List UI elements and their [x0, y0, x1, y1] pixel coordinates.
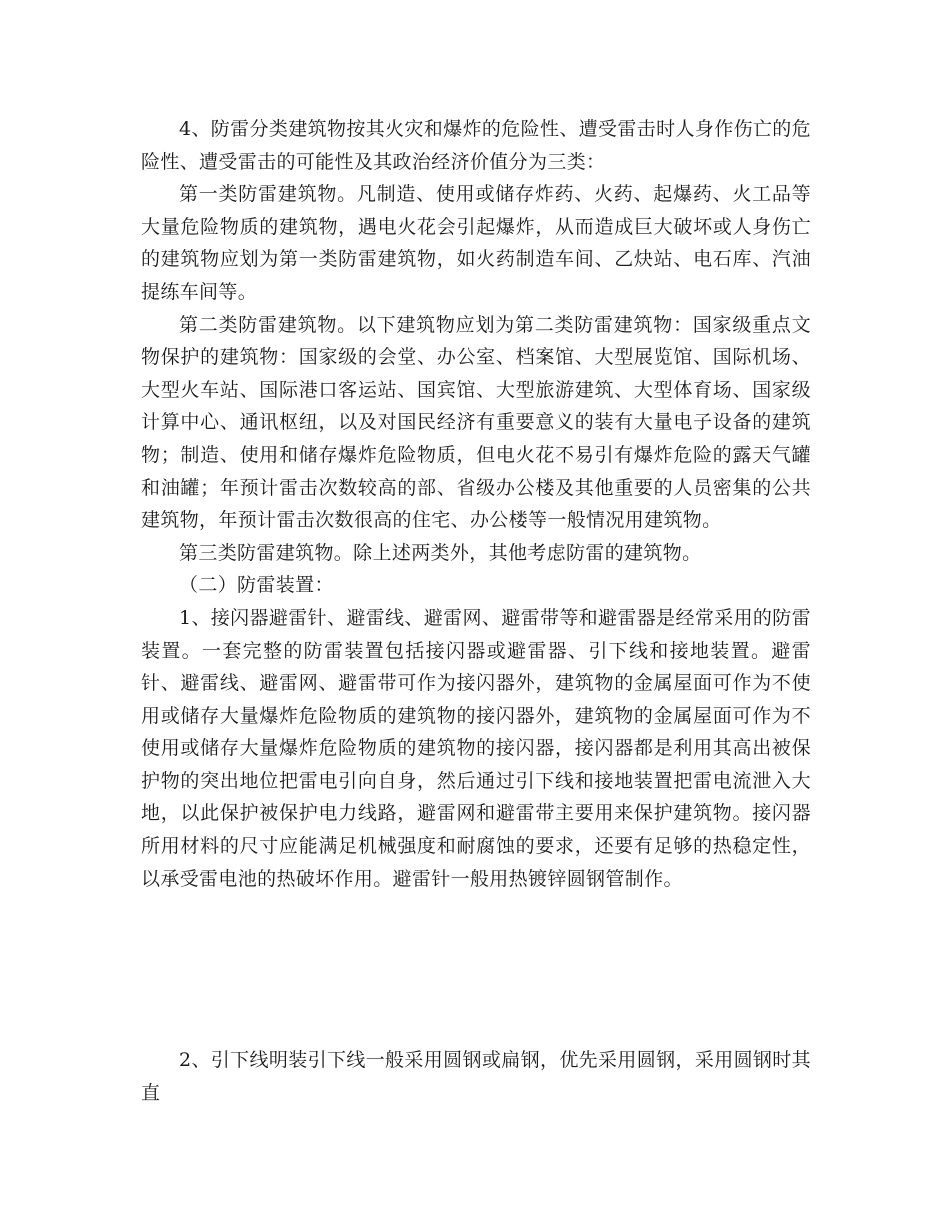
- paragraph-classification-intro: 4、防雷分类建筑物按其火灾和爆炸的危险性、遭受雷击时人身作伤亡的危险性、遭受雷击的可能性及其政治经济价值分为三类：: [141, 118, 811, 173]
- paragraph-down-conductor: 2、引下线明装引下线一般采用圆钢或扁钢，优先采用圆钢，采用圆钢时其直: [141, 1049, 811, 1104]
- paragraph-class-three: 第三类防雷建筑物。除上述两类外，其他考虑防雷的建筑物。: [179, 541, 702, 564]
- paragraph-air-terminal: 1、接闪器避雷针、避雷线、避雷网、避雷带等和避雷器是经常采用的防雷装置。一套完整的防雷装置包括接闪器或避雷器、引下线和接地装置。避雷针、避雷线、避雷网、避雷带可作为接闪器外，建筑物的金属屋面可作为不使用或储存大量爆炸危险物质的建筑物的接闪器外，建筑物的金属屋面可作为不使用或储存大量爆炸危险物质的建筑物的接闪器，接闪器都是利用其高出被保护物的突出地位把雷电引向自身，然后通过引下线和接地装置把雷电流泄入大地，以此保护被保护电力线路，避雷网和避雷带主要用来保护建筑物。接闪器所用材料的尺寸应能满足机械强度和耐腐蚀的要求，还要有足够的热稳定性，以承受雷电池的热破坏作用。避雷针一般用热镀锌圆钢管制作。: [141, 606, 811, 890]
- body-text-continued: [141, 1044, 811, 1109]
- paragraph-class-one: 第一类防雷建筑物。凡制造、使用或储存炸药、火药、起爆药、火工品等大量危险物质的建筑物，遇电火花会引起爆炸，从而造成巨大破坏或人身伤亡的建筑物应划为第一类防雷建筑物，如火药制造车间、乙炔站、电石库、汽油提练车间等。: [141, 183, 811, 303]
- body-text: [141, 113, 811, 895]
- section-heading-lightning-devices: （二）防雷装置：: [179, 574, 334, 597]
- paragraph-class-two: 第二类防雷建筑物。以下建筑物应划为第二类防雷建筑物：国家级重点文物保护的建筑物：国家级的会堂、办公室、档案馆、大型展览馆、国际机场、大型火车站、国际港口客运站、国宾馆、大型旅游建筑、大型体育场、国家级计算中心、通讯枢纽，以及对国民经济有重要意义的装有大量电子设备的建筑物；制造、使用和储存爆炸危险物质，但电火花不易引有爆炸危险的露天气罐和油罐；年预计雷击次数较高的部、省级办公楼及其他重要的人员密集的公共建筑物，年预计雷击次数很高的住宅、办公楼等一般情况用建筑物。: [141, 313, 811, 532]
